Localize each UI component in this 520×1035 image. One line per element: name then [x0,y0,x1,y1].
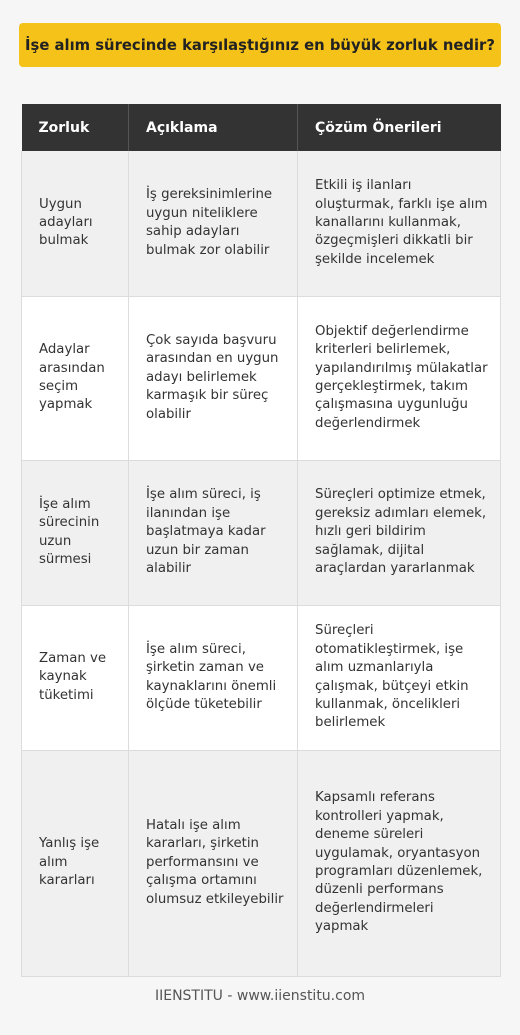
challenge-cell: Yanlış işe alım kararları [22,750,129,976]
challenges-table [21,104,501,977]
description-cell: Hatalı işe alım kararları, şirketin performansını ve çalışma ortamını olumsuz etkileyebilir [129,750,298,976]
description-cell: Çok sayıda başvuru arasından en uygun adayı belirlemek karmaşık bir süreç olabilir [129,296,298,460]
footer-credit: IIENSTITU - www.iienstitu.com [154,988,366,1004]
challenge-cell: Zaman ve kaynak tüketimi [22,605,129,750]
solution-cell: Süreçleri optimize etmek, gereksiz adımları elemek, hızlı geri bildirim sağlamak, dijital araçlardan yararlanmak [298,460,501,605]
solution-cell: Etkili iş ilanları oluşturmak, farklı işe alım kanallarını kullanmak, özgeçmişleri dikkatli bir şekilde incelemek [298,151,501,296]
header-description: Açıklama [129,104,298,151]
description-cell: İşe alım süreci, iş ilanından işe başlatmaya kadar uzun bir zaman alabilir [129,460,298,605]
table-row [22,151,501,296]
question-banner [19,23,501,67]
solution-cell: Kapsamlı referans kontrolleri yapmak, deneme süreleri uygulamak, oryantasyon programları düzenlemek, düzenli performans değerlendirmeleri yapmak [298,750,501,976]
challenge-cell: İşe alım sürecinin uzun sürmesi [22,460,129,605]
solution-cell: Objektif değerlendirme kriterleri belirlemek, yapılandırılmış mülakatlar gerçekleştirmek, takım çalışmasına uygunluğu değerlendirmek [298,296,501,460]
table-header-row [22,104,501,151]
challenge-cell: Uygun adayları bulmak [22,151,129,296]
solution-cell: Süreçleri otomatikleştirmek, işe alım uzmanlarıyla çalışmak, bütçeyi etkin kullanmak, öncelikleri belirlemek [298,605,501,750]
description-cell: İşe alım süreci, şirketin zaman ve kaynaklarını önemli ölçüde tüketebilir [129,605,298,750]
table-row [22,296,501,460]
table-row [22,460,501,605]
challenge-cell: Adaylar arasından seçim yapmak [22,296,129,460]
header-challenge: Zorluk [22,104,129,151]
description-cell: İş gereksinimlerine uygun niteliklere sahip adayları bulmak zor olabilir [129,151,298,296]
table-row [22,605,501,750]
table-row [22,750,501,976]
header-solution: Çözüm Önerileri [298,104,501,151]
page-title: İşe alım sürecinde karşılaştığınız en büyük zorluk nedir? [25,36,495,54]
